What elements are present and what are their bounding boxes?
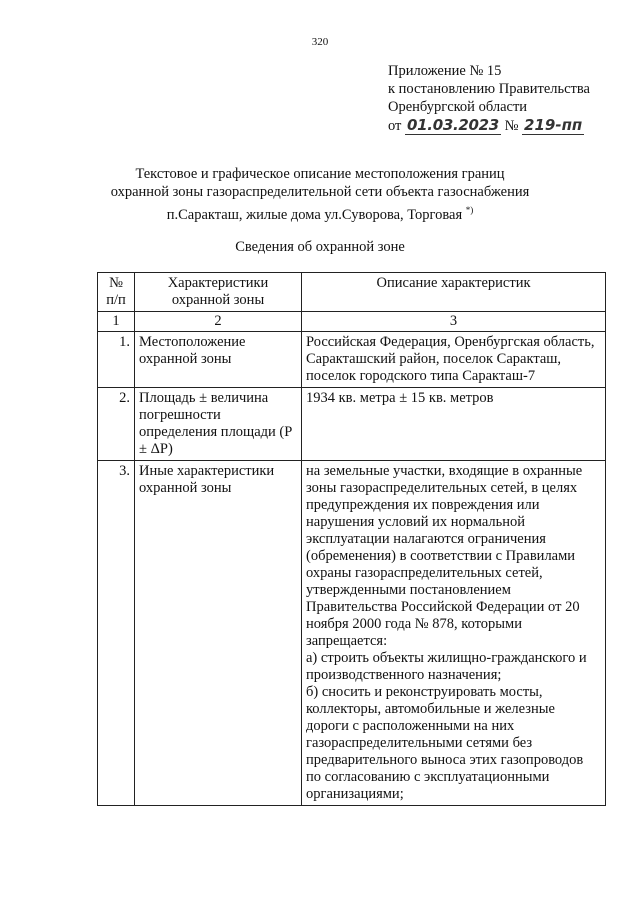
header-description: Описание характеристик	[302, 273, 606, 312]
table-column-numbers	[98, 312, 606, 332]
annex-line-3: Оренбургской области	[388, 99, 528, 115]
annex-line-2: к постановлению Правительства	[388, 81, 590, 97]
annex-line-1: Приложение № 15	[388, 63, 502, 79]
annex-num-sign: №	[504, 118, 519, 134]
title-line-2: охранной зоны газораспределительной сети объекта газоснабжения	[110, 184, 530, 200]
table-header-row	[98, 273, 606, 312]
table-row	[98, 332, 606, 388]
row-desc: на земельные участки, входящие в охранные зоны газораспределительных сетей, в целях предупреждения их повреждения или нарушения условий их нормальной эксплуатации налагаются ограничения (обременения) в соответствии с Правилами охраны газораспределительных сетей, утвержденными постановлением Правительства Российской Федерации от 20 ноября 2000 года № 878, которыми запрещается:	[306, 463, 583, 649]
page-number: 320	[311, 36, 329, 48]
zone-table	[97, 272, 606, 806]
row-desc-item-b: б) сносить и реконструировать мосты, коллекторы, автомобильные и железные дороги с расположенными на них газораспределительными сетями без предварительного выноса этих газопроводов по согласованию с эксплуатационными организациями;	[306, 684, 584, 802]
row-desc: Российская Федерация, Оренбургская область, Саракташский район, поселок Саракташ, поселок городского типа Саракташ-7	[302, 332, 606, 388]
row-name: Площадь ± величина погрешности определения площади (P ± ΔP)	[135, 388, 302, 461]
title-line-3-text: п.Саракташ, жилые дома ул.Суворова, Торговая	[166, 206, 463, 223]
row-num: 1.	[98, 332, 135, 388]
annex-number: 219-пп	[524, 116, 583, 134]
row-desc-cell	[302, 461, 606, 806]
col-number-3: 3	[302, 312, 606, 332]
col-number-2: 2	[135, 312, 302, 332]
title-line-3	[0, 201, 640, 224]
row-num: 3.	[98, 461, 135, 806]
annex-ot: от	[388, 118, 402, 134]
annex-block	[388, 62, 590, 135]
annex-line-4	[388, 116, 590, 135]
row-name: Местоположение охранной зоны	[135, 332, 302, 388]
header-characteristics: Характеристики охранной зоны	[135, 273, 302, 312]
section-subtitle: Сведения об охранной зоне	[235, 239, 405, 255]
row-num: 2.	[98, 388, 135, 461]
title-footnote-mark: *)	[465, 205, 474, 215]
row-desc-item-a: а) строить объекты жилищно-гражданского и производственного назначения;	[306, 650, 587, 683]
header-num: № п/п	[98, 273, 135, 312]
table-row	[98, 461, 606, 806]
col-number-1: 1	[98, 312, 135, 332]
title-line-1: Текстовое и графическое описание местоположения границ	[135, 166, 505, 182]
document-title	[0, 165, 640, 224]
row-name: Иные характеристики охранной зоны	[135, 461, 302, 806]
annex-date: 01.03.2023	[407, 116, 499, 134]
table-row	[98, 388, 606, 461]
row-desc: 1934 кв. метра ± 15 кв. метров	[302, 388, 606, 461]
